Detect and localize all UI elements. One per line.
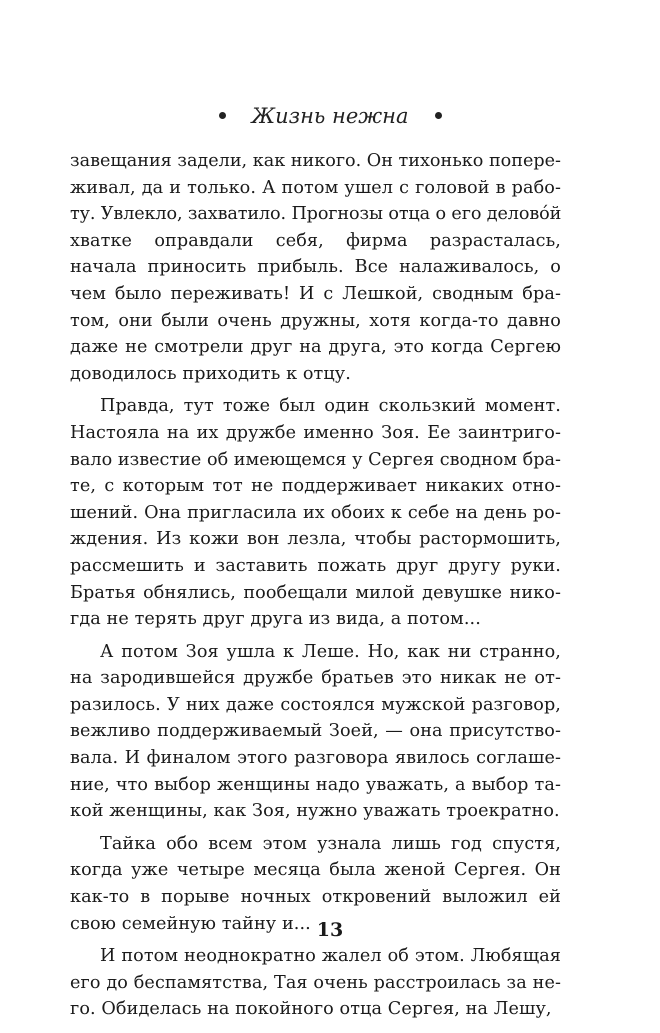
- text-line: И потом неоднократно жалел об этом. Любящая: [100, 946, 561, 967]
- text-line: хватке оправдали себя, фирма разрасталась,: [70, 230, 561, 251]
- text-line: ние, что выбор женщины надо уважать, а выбор та-: [70, 774, 561, 795]
- text-line: вежливо поддерживаемый Зоей, — она присутство-: [70, 721, 561, 742]
- paragraph: [70, 639, 561, 825]
- page-number: 13: [316, 919, 344, 941]
- text-line: А потом Зоя ушла к Леше. Но, как ни странно,: [100, 641, 561, 662]
- text-line: рассмешить и заставить пожать друг другу руки.: [70, 555, 561, 576]
- bullet-right-icon: [435, 112, 442, 119]
- text-line: как-то в порыве ночных откровений выложил ей: [70, 887, 561, 908]
- text-line: начала приносить прибыль. Все налаживалось, о: [70, 257, 561, 278]
- text-line: вала. И финалом этого разговора явилось соглаше-: [70, 748, 561, 769]
- text-line: вало известие об имеющемся у Сергея сводном бра-: [70, 449, 561, 470]
- text-line: Настояла на их дружбе именно Зоя. Ее заинтриго-: [70, 422, 561, 443]
- text-line: чем было переживать! И с Лешкой, сводным бра-: [70, 283, 561, 304]
- running-header-title: Жизнь нежна: [251, 104, 409, 128]
- text-line: Братья обнялись, пообещали милой девушке нико-: [70, 582, 561, 603]
- text-line: на зародившейся дружбе братьев это никак не от-: [70, 668, 561, 689]
- text-line: завещания задели, как никого. Он тихонько попере-: [70, 151, 561, 171]
- text-line: ждения. Из кожи вон лезла, чтобы растормошить,: [70, 529, 561, 550]
- text-line: гда не терять друг друга из вида, а потом...: [70, 609, 481, 630]
- text-line: те, с которым тот не поддерживает никаких отно-: [70, 476, 561, 497]
- text-line: живал, да и только. А потом ушел с головой в рабо-: [70, 177, 561, 198]
- text-line: шений. Она пригласила их обоих к себе на день ро-: [70, 502, 561, 523]
- text-line: том, они были очень дружны, хотя когда-то давно: [70, 310, 561, 331]
- text-line: Правда, тут тоже был один скользкий момент.: [100, 396, 561, 417]
- text-line: разилось. У них даже состоялся мужской разговор,: [70, 694, 561, 715]
- bullet-left-icon: [219, 112, 226, 119]
- text-line: когда уже четыре месяца была женой Сергея. Он: [70, 860, 561, 881]
- paragraph: [70, 393, 561, 632]
- paragraph: [70, 148, 561, 387]
- body-text: [70, 148, 561, 1023]
- text-line: даже не смотрели друг на друга, это когда Сергею: [70, 337, 561, 358]
- running-header: [0, 102, 660, 130]
- paragraph: [70, 943, 561, 1023]
- text-line: свою семейную тайну и...: [70, 913, 311, 934]
- text-line: Тайка обо всем этом узнала лишь год спустя,: [100, 833, 561, 854]
- text-line: го. Обиделась на покойного отца Сергея, на Лешу,: [70, 999, 552, 1020]
- text-line: его до беспамятства, Тая очень расстроилась за не-: [70, 972, 561, 993]
- text-line: кой женщины, как Зоя, нужно уважать троекратно.: [70, 801, 560, 822]
- text-line: ту. Увлекло, захватило. Прогнозы отца о его делово́й: [70, 204, 562, 225]
- text-line: доводилось приходить к отцу.: [70, 363, 351, 384]
